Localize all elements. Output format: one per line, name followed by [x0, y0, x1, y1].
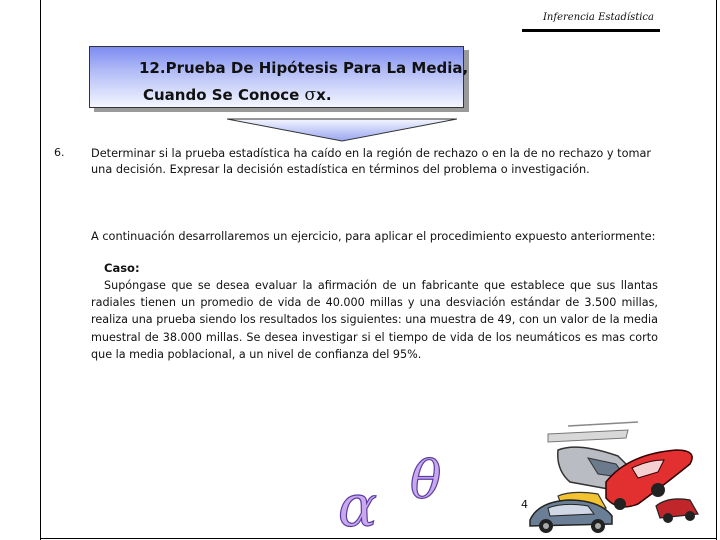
header-title: Inferencia Estadística — [542, 12, 654, 23]
case-text: Supóngase que se desea evaluar la afirmación de un fabricante que establece que sus llantas radiales tienen un promedio de vida de 40.000 millas y una desviación estándar de 3.500 millas, realiza una prueba siendo los resultados los siguientes: una muestra de 49, con un valor de la media muestral de 38.000 millas. Se desea investigar si el tiempo de vida de los neumáticos es mas corto que la media poblacional, a un nivel de confianza del 95%. — [91, 279, 658, 361]
slide-title-line2-prefix: Cuando Se Conoce — [143, 86, 305, 104]
header-rule — [522, 29, 660, 32]
item-text: Determinar si la prueba estadística ha caído en la región de rechazo o en la de no rechazo y tomar una decisión. Expresar la decisión estadística en términos del problema o investigación. — [91, 147, 652, 176]
alpha-wordart — [335, 466, 385, 536]
frame-left-border — [40, 0, 41, 540]
page-number: 4 — [521, 498, 528, 511]
case-label: Caso: — [104, 261, 140, 275]
slide-title-line1: 12.Prueba De Hipótesis Para La Media, — [139, 59, 469, 77]
frame-right-border — [716, 0, 717, 540]
frame-bottom-border — [40, 538, 717, 539]
title-arrow-icon — [227, 118, 457, 142]
item-number: 6. — [54, 146, 65, 159]
slide-title-line2 — [143, 85, 332, 105]
sigma-symbol: σ — [304, 85, 317, 105]
intro-text: A continuación desarrollaremos un ejercicio, para aplicar el procedimiento expuesto anteriormente: — [91, 230, 656, 243]
theta-wordart — [407, 448, 453, 506]
theta-symbol: θ — [410, 451, 442, 506]
slide-title-line2-suffix: x. — [316, 86, 332, 104]
alpha-symbol: α — [338, 472, 378, 536]
cars-clipart — [508, 420, 713, 538]
